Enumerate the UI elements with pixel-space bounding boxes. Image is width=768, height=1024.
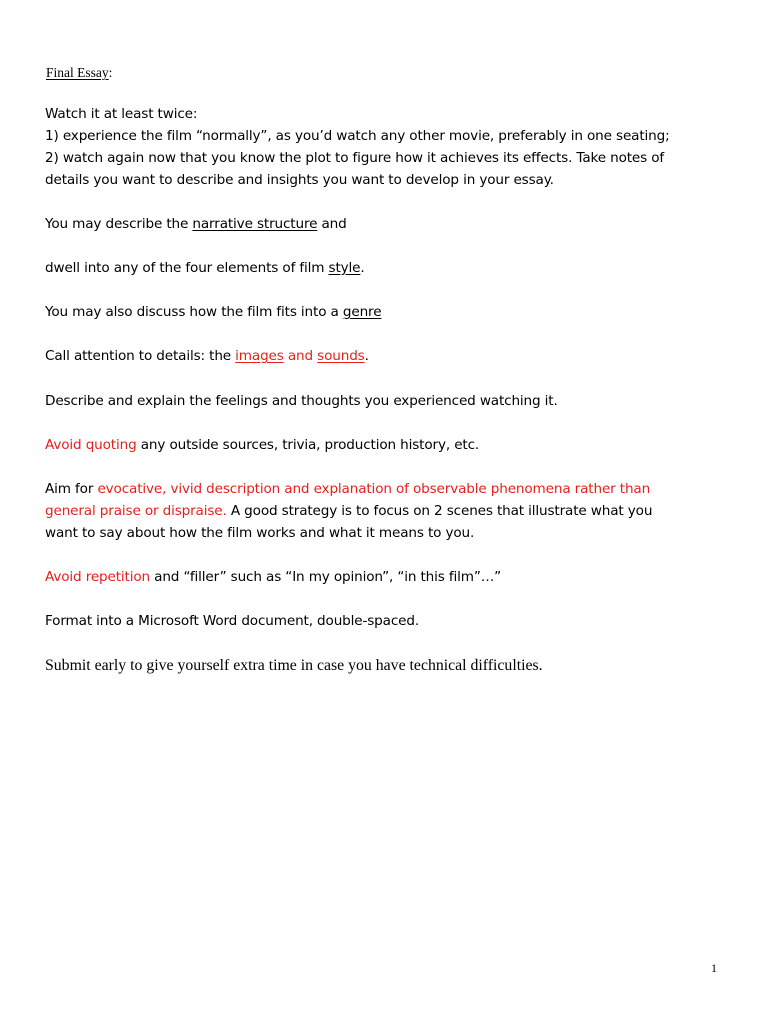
narrative-paragraph — [45, 213, 745, 235]
watch-line-2: 1) experience the film “normally”, as you’d watch any other movie, preferably in one seating; — [45, 128, 670, 144]
aim-line-3: want to say about how the film works and what it means to you. — [45, 525, 475, 541]
feelings-paragraph: Describe and explain the feelings and thoughts you experienced watching it. — [45, 393, 558, 409]
details-text-before: Call attention to details: the — [45, 348, 236, 364]
watch-line-4: details you want to describe and insights you want to develop in your essay. — [45, 172, 554, 188]
submit-paragraph: Submit early to give yourself extra time in case you have technical difficulties. — [45, 657, 543, 674]
sounds-term: sounds — [317, 348, 365, 364]
avoid-quoting-paragraph — [45, 434, 745, 456]
aim-line-1 — [45, 478, 745, 500]
aim-text-before: Aim for — [45, 481, 98, 497]
genre-paragraph — [45, 301, 745, 323]
aim-highlight-1: evocative, vivid description and explanation of observable phenomena rather than — [97, 481, 651, 497]
aim-line-2 — [45, 500, 745, 522]
genre-text-before: You may also discuss how the film fits into a — [45, 304, 343, 320]
watch-line-1: Watch it at least twice: — [45, 106, 198, 122]
avoid-quoting-text: any outside sources, trivia, production history, etc. — [136, 437, 480, 453]
aim-paragraph — [45, 478, 745, 544]
page-number: 1 — [711, 961, 717, 975]
images-term: images — [235, 348, 284, 364]
watch-instructions — [45, 103, 745, 191]
narrative-structure-term: narrative structure — [192, 216, 318, 232]
avoid-quoting-highlight: Avoid quoting — [45, 437, 137, 453]
repetition-highlight: Avoid repetition — [45, 569, 150, 585]
genre-term: genre — [342, 304, 382, 320]
repetition-text: and “filler” such as “In my opinion”, “in this film”…” — [149, 569, 502, 585]
format-paragraph: Format into a Microsoft Word document, double-spaced. — [45, 613, 420, 629]
style-term: style — [328, 260, 361, 276]
title-colon: : — [108, 65, 113, 80]
details-paragraph — [45, 345, 745, 367]
aim-highlight-2: general praise or dispraise. — [45, 503, 227, 519]
style-text-before: dwell into any of the four elements of film — [45, 260, 329, 276]
title-text: Final Essay — [46, 65, 109, 80]
style-text-after: . — [360, 260, 365, 276]
aim-text-rest: A good strategy is to focus on 2 scenes that illustrate what you — [226, 503, 653, 519]
narrative-text-before: You may describe the — [45, 216, 193, 232]
repetition-paragraph — [45, 566, 745, 588]
narrative-text-after: and — [317, 216, 347, 232]
watch-line-3: 2) watch again now that you know the plot to figure how it achieves its effects. Take notes of — [45, 150, 665, 166]
details-and: and — [283, 348, 318, 364]
details-text-after: . — [364, 348, 369, 364]
page-title — [46, 64, 112, 82]
style-paragraph — [45, 257, 745, 279]
